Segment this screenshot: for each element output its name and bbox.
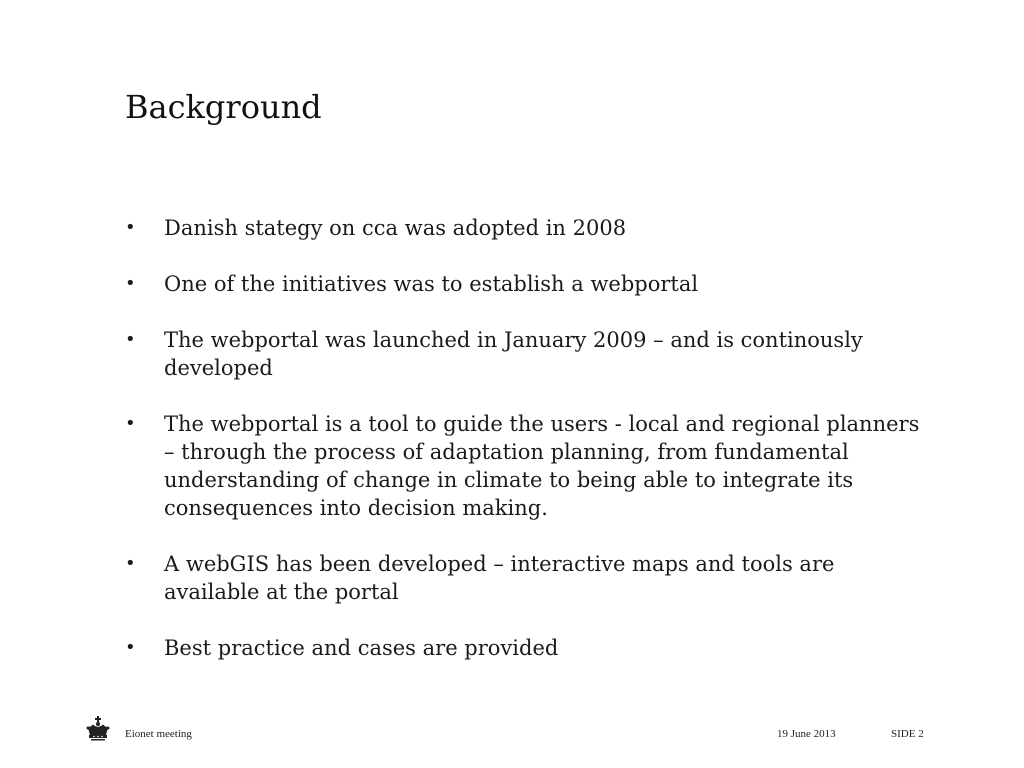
bullet-item: • Best practice and cases are provided [125,634,925,662]
footer-date: 19 June 2013 [777,728,836,740]
bullet-item: • Danish stategy on cca was adopted in 2008 [125,214,925,242]
bullet-item: • The webportal is a tool to guide the users - local and regional planners – through the process of adaptation planning, from fundamental understanding of change in climate to being able to integrate its consequences into decision making. [125,410,925,522]
bullet-item: • One of the initiatives was to establish a webportal [125,270,925,298]
footer-meeting-name: Eionet meeting [125,728,192,740]
bullet-item: • The webportal was launched in January 2009 – and is continously developed [125,326,925,382]
slide-footer [0,716,1024,746]
slide-title: Background [125,88,322,126]
crown-icon [86,716,110,742]
bullet-item: • A webGIS has been developed – interactive maps and tools are available at the portal [125,550,925,606]
footer-page-number: SIDE 2 [891,728,924,740]
bullet-list [125,214,925,690]
